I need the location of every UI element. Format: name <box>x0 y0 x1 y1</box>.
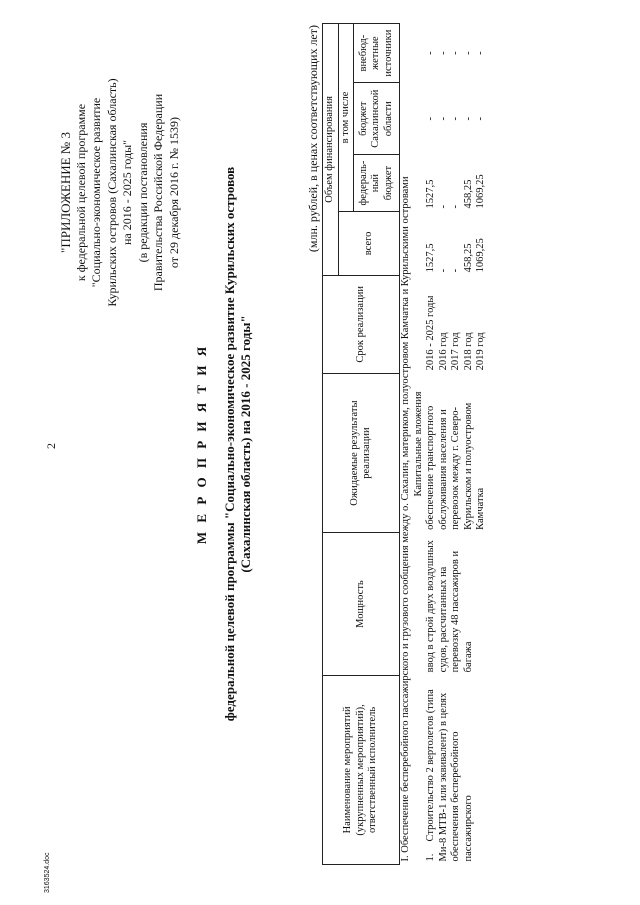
appendix-title: "ПРИЛОЖЕНИЕ № 3 <box>58 132 73 253</box>
appendix-line: от 29 декабря 2016 г. № 1539) <box>166 116 181 269</box>
federal-cell: 1527,5 <box>425 179 436 209</box>
federal-cell: - <box>450 205 461 209</box>
header-regional: бюджет Сахалинской области <box>354 83 400 155</box>
subsection-title: Капитальные вложения <box>412 391 424 497</box>
regional-cell: - <box>425 116 436 121</box>
subsection-row <box>413 24 426 865</box>
document-heading <box>194 23 254 865</box>
federal-cell: 458,25 <box>462 179 474 209</box>
appendix-line: Курильских островов (Сахалинская область) <box>104 78 119 307</box>
appendix-line: Правительства Российской Федерации <box>151 93 165 292</box>
period-cell: 2018 год <box>462 332 474 371</box>
document-subtitle-line-2: (Сахалинская область) на 2016 - 2025 годы" <box>238 315 253 573</box>
document-title: М Е Р О П Р И Я Т И Я <box>194 343 209 545</box>
appendix-line: (в редакции постановления <box>135 122 150 263</box>
header-name: Наименование мероприятий (укрупненных мероприятий), ответственный исполнитель <box>323 675 400 864</box>
regional-cell: - <box>437 116 449 121</box>
page-number: 2 <box>44 443 58 449</box>
total-cell: - <box>450 268 461 273</box>
header-capacity: Мощность <box>323 533 400 675</box>
header-including: в том числе <box>338 24 354 212</box>
table-row <box>425 24 438 865</box>
header-results: Ожидаемые результаты реализации <box>323 373 400 533</box>
appendix-line: на 2016 - 2025 годы" <box>120 139 134 246</box>
federal-cell: - <box>437 205 449 209</box>
document-id: 3163524.doc <box>44 852 51 893</box>
appendix-line: к федеральной целевой программе <box>73 103 88 282</box>
section-title: I. Обеспечение бесперебойного пассажирского и грузового сообщения между о. Сахалин, материком, полуостровом Камчатка и Курильскими островами <box>400 176 411 862</box>
offbudget-cell: - <box>462 51 474 55</box>
period-cell: 2016 - 2025 годы <box>425 295 436 371</box>
item-name: Строительство 2 вертолетов (типа Ми-8 МТВ-1 или эквивалент) в целях обеспечения бесперебойного пассажирского <box>425 689 474 862</box>
total-cell: 1527,5 <box>425 243 436 273</box>
item-index: 1. <box>425 853 436 862</box>
document-subtitle-line-1: федеральной целевой программы "Социально-экономическое развитие Курильских островов <box>222 166 237 722</box>
header-period: Срок реализации <box>323 275 400 373</box>
period-cell: 2017 год <box>450 332 461 371</box>
appendix-line: "Социально-экономическое развитие <box>89 97 103 288</box>
federal-cell: 1069,25 <box>475 174 486 209</box>
period-cell: 2016 год <box>437 332 449 371</box>
header-federal: федераль-ный бюджет <box>354 155 400 212</box>
period-cell: 2019 год <box>475 332 486 371</box>
measures-table <box>322 23 488 865</box>
offbudget-cell: - <box>450 51 461 55</box>
offbudget-cell: - <box>475 51 486 55</box>
section-row <box>400 24 413 865</box>
header-total: всего <box>338 212 400 276</box>
offbudget-cell: - <box>425 51 436 55</box>
regional-cell: - <box>475 116 486 121</box>
offbudget-cell: - <box>437 51 449 55</box>
item-results: обеспечение транспортного обслуживания населения и перевозок между г. Северо-Курильском и полуостровом Камчатка <box>425 402 486 530</box>
item-name-cell <box>425 675 488 864</box>
regional-cell: - <box>450 116 461 121</box>
total-cell: 458,25 <box>462 243 474 273</box>
item-capacity: ввод в строй двух воздушных судов, рассчитанных на перевозку 48 пассажиров и багажа <box>425 540 474 673</box>
total-cell: 1069,25 <box>475 238 486 273</box>
appendix-block <box>58 15 182 370</box>
header-offbudget: внебюд-жетные источники <box>354 24 400 83</box>
units-note: (млн. рублей, в ценах соответствующих лет) <box>306 25 320 253</box>
total-cell: - <box>437 268 449 273</box>
regional-cell: - <box>462 116 474 121</box>
header-funding: Объем финансирования <box>323 24 339 276</box>
